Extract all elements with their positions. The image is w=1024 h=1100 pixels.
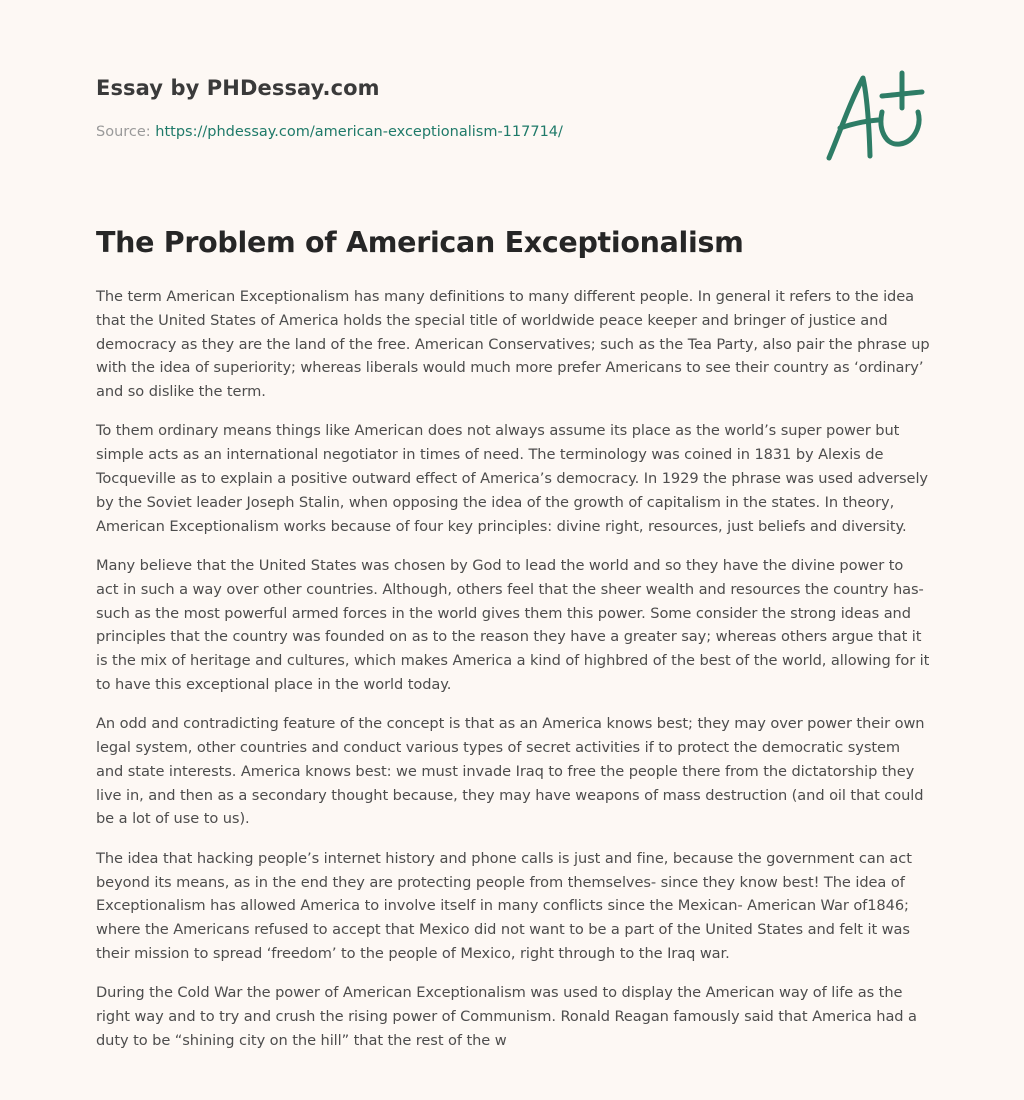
essay-body: [96, 285, 930, 1068]
a-plus-logo-icon: [822, 66, 932, 166]
essay-paragraph: The idea that hacking people’s internet history and phone calls is just and fine, because the government can act beyond its means, as in the end they are protecting people from themselves- since they know best! The idea of Exceptionalism has allowed America to involve itself in many conflicts since the Mexican- American War of1846; where the Americans refused to accept that Mexico did not want to be a part of the United States and felt it was their mission to spread ‘freedom’ to the people of Mexico, right through to the Iraq war.: [96, 849, 912, 962]
page-header: [96, 76, 796, 140]
essay-paragraph: To them ordinary means things like American does not always assume its place as the world’s super power but simple acts as an international negotiator in times of need. The terminology was coined in 1831 by Alexis de Tocqueville as to explain a positive outward effect of America’s democracy. In 1929 the phrase was used adversely by the Soviet leader Joseph Stalin, when opposing the idea of the growth of capitalism in the states. In theory, American Exceptionalism works because of four key principles: divine right, resources, just beliefs and diversity.: [96, 422, 928, 535]
source-link[interactable]: https://phdessay.com/american-exceptionalism-117714/: [155, 124, 563, 140]
essay-paragraph: An odd and contradicting feature of the concept is that as an America knows best; they may over power their own legal system, other countries and conduct various types of secret activities if to protect the democratic system and state interests. America knows best: we must invade Iraq to free the people there from the dictatorship they live in, and then as a secondary thought because, they may have weapons of mass destruction (and oil that could be a lot of use to us).: [96, 715, 925, 828]
source-line: [96, 124, 796, 140]
source-label: Source:: [96, 124, 156, 140]
essay-title: The Problem of American Exceptionalism: [96, 226, 744, 259]
site-title: Essay by PHDessay.com: [96, 76, 380, 100]
essay-paragraph: The term American Exceptionalism has many definitions to many different people. In general it refers to the idea that the United States of America holds the special title of worldwide peace keeper and bringer of justice and democracy as they are the land of the free. American Conservatives; such as the Tea Party, also pair the phrase up with the idea of superiority; whereas liberals would much more prefer Americans to see their country as ‘ordinary’ and so dislike the term.: [96, 288, 930, 401]
essay-paragraph: During the Cold War the power of American Exceptionalism was used to display the American way of life as the right way and to try and crush the rising power of Communism. Ronald Reagan famously said that America had a duty to be “shining city on the hill” that the rest of the w: [96, 984, 917, 1049]
essay-paragraph: Many believe that the United States was chosen by God to lead the world and so they have the divine power to act in such a way over other countries. Although, others feel that the sheer wealth and resources the country has- such as the most powerful armed forces in the world gives them this power. Some consider the strong ideas and principles that the country was founded on as to the reason they have a greater say; whereas others argue that it is the mix of heritage and cultures, which makes America a kind of highbred of the best of the world, allowing for it to have this exceptional place in the world today.: [96, 556, 930, 693]
